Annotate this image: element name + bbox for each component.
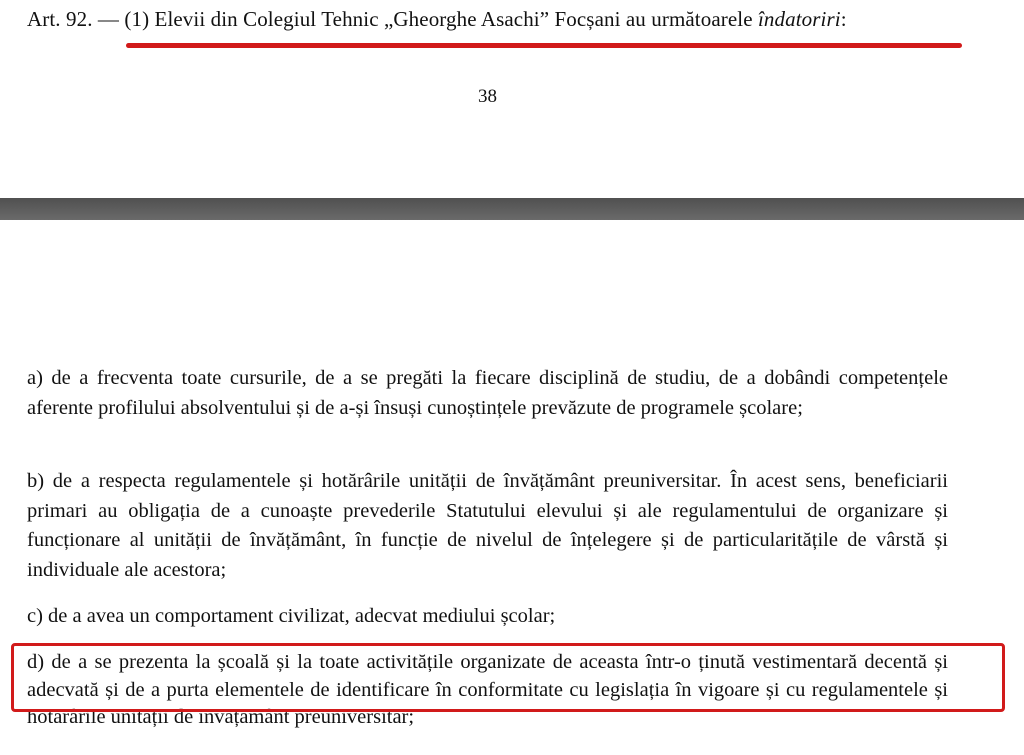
paragraph-a: a) de a frecventa toate cursurile, de a se pregăti la fiecare disciplină de studiu, de a dobândi competențele aferente profilului absolventului și de a-și însuși cunoștințele prevăzute de programele școlare;	[27, 367, 948, 419]
page-separator	[0, 198, 1024, 220]
paragraph-c: c) de a avea un comportament civilizat, adecvat mediului școlar;	[27, 605, 556, 627]
paragraph-b: b) de a respecta regulamentele și hotărârile unității de învățământ preuniversitar. În acest sens, beneficiarii primari au obligația de a cunoaște prevederile Statutului elevului și ale regulamentului de organizare și funcționare al unității de învățământ, în funcție de nivelul de înțelegere și de particularitățile de vârstă și individuale ale acestora;	[27, 470, 948, 581]
article-label: Art. 92.	[27, 7, 93, 31]
paragraph-d: d) de a se prezenta la școală și la toate activitățile organizate de aceasta într-o ținută vestimentară decentă și adecvată și de a purta elementele de identificare în conformitate cu legislația în vigoare și cu regulamentele și hotărârile unității de învățământ preuniversitar;	[27, 651, 948, 728]
article-text: (1) Elevii din Colegiul Tehnic „Gheorghe Asachi” Focșani au următoarele	[124, 7, 753, 31]
document-page-top	[0, 0, 1024, 198]
article-dash: —	[97, 7, 120, 31]
article-heading	[27, 6, 847, 32]
article-italic-term: îndatoriri	[758, 7, 841, 31]
page-number: 38	[478, 86, 497, 107]
red-underline-annotation	[126, 43, 962, 48]
article-colon: :	[840, 7, 847, 31]
